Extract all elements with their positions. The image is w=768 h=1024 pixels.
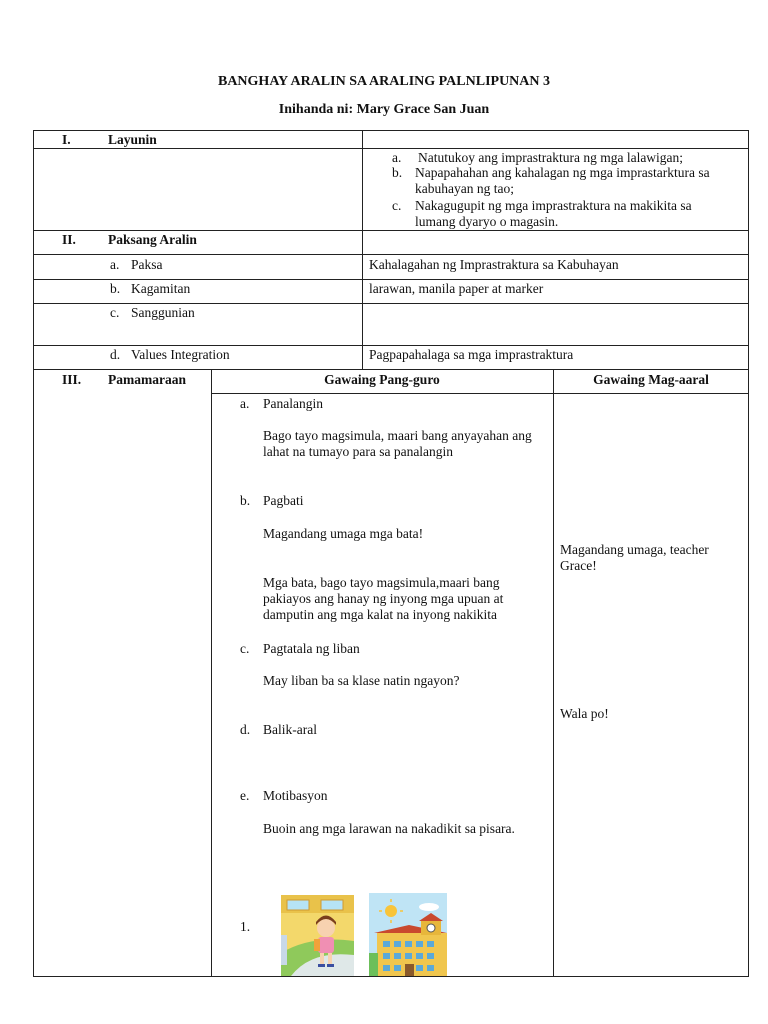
step-b-greeting: Magandang umaga mga bata! bbox=[263, 526, 424, 541]
step-b-text-cont-2: damputin ang mga kalat na inyong nakikita bbox=[263, 607, 497, 622]
student-response-greeting-cont: Grace! bbox=[560, 558, 597, 573]
step-b-text: Mga bata, bago tayo magsimula,maari bang bbox=[263, 575, 500, 590]
objective-b-text-cont: kabuhayan ng tao; bbox=[415, 181, 514, 196]
step-b-letter: b. bbox=[240, 493, 251, 508]
objective-c-text-cont: lumang dyaryo o magasin. bbox=[415, 214, 559, 229]
step-e-text: Buoin ang mga larawan na nakadikit sa pisara. bbox=[263, 821, 515, 836]
sanggunian-letter: c. bbox=[110, 305, 120, 320]
paksa-label: Paksa bbox=[131, 257, 163, 272]
student-response-greeting: Magandang umaga, teacher bbox=[560, 542, 709, 557]
kagamitan-value: larawan, manila paper at marker bbox=[369, 281, 544, 296]
objective-c-text: Nakagugupit ng mga imprastraktura na makikita sa bbox=[415, 198, 692, 213]
sanggunian-label: Sanggunian bbox=[131, 305, 195, 320]
school-building-illustration-image bbox=[369, 893, 447, 976]
child-illustration-image bbox=[281, 895, 354, 976]
objective-c-letter: c. bbox=[392, 198, 402, 213]
step-e-letter: e. bbox=[240, 788, 250, 803]
step-e-label: Motibasyon bbox=[263, 788, 328, 803]
step-b-text-cont-1: pakiayos ang hanay ng inyong mga upuan at bbox=[263, 591, 504, 606]
step-a-letter: a. bbox=[240, 396, 250, 411]
student-response-absence: Wala po! bbox=[560, 706, 609, 721]
section-3-number: III. bbox=[62, 372, 82, 387]
kagamitan-label: Kagamitan bbox=[131, 281, 191, 296]
objective-a-text: Natutukoy ang imprastraktura ng mga lalawigan; bbox=[418, 150, 684, 165]
puzzle-item-number: 1. bbox=[240, 919, 251, 934]
step-b-label: Pagbati bbox=[263, 493, 304, 508]
section-2-number: II. bbox=[62, 232, 76, 247]
step-a-label: Panalangin bbox=[263, 396, 323, 411]
student-column-header: Gawaing Mag-aaral bbox=[593, 372, 709, 387]
section-3-label: Pamamaraan bbox=[108, 372, 186, 387]
values-letter: d. bbox=[110, 347, 121, 362]
section-2-label: Paksang Aralin bbox=[108, 232, 197, 247]
objective-a-letter: a. bbox=[392, 150, 402, 165]
values-value: Pagpapahalaga sa mga imprastraktura bbox=[369, 347, 574, 362]
paksa-letter: a. bbox=[110, 257, 120, 272]
teacher-column-header: Gawaing Pang-guro bbox=[324, 372, 440, 387]
section-1-number: I. bbox=[62, 132, 71, 147]
values-label: Values Integration bbox=[131, 347, 230, 362]
step-c-text: May liban ba sa klase natin ngayon? bbox=[263, 673, 460, 688]
step-d-letter: d. bbox=[240, 722, 251, 737]
step-d-label: Balik-aral bbox=[263, 722, 317, 737]
step-c-label: Pagtatala ng liban bbox=[263, 641, 360, 656]
step-a-text: Bago tayo magsimula, maari bang anyayahan ang bbox=[263, 428, 532, 443]
objective-b-letter: b. bbox=[392, 165, 403, 180]
paksa-value: Kahalagahan ng Imprastraktura sa Kabuhayan bbox=[369, 257, 619, 272]
step-a-text-cont: lahat na tumayo para sa panalangin bbox=[263, 444, 454, 459]
section-1-label: Layunin bbox=[108, 132, 157, 147]
step-c-letter: c. bbox=[240, 641, 250, 656]
objective-b-text: Napapahahan ang kahalagan ng mga imprastarktura sa bbox=[415, 165, 710, 180]
kagamitan-letter: b. bbox=[110, 281, 121, 296]
document-title: BANGHAY ARALIN SA ARALING PALNLIPUNAN 3 bbox=[217, 74, 551, 89]
author-line: Inihanda ni: Mary Grace San Juan bbox=[278, 102, 490, 117]
